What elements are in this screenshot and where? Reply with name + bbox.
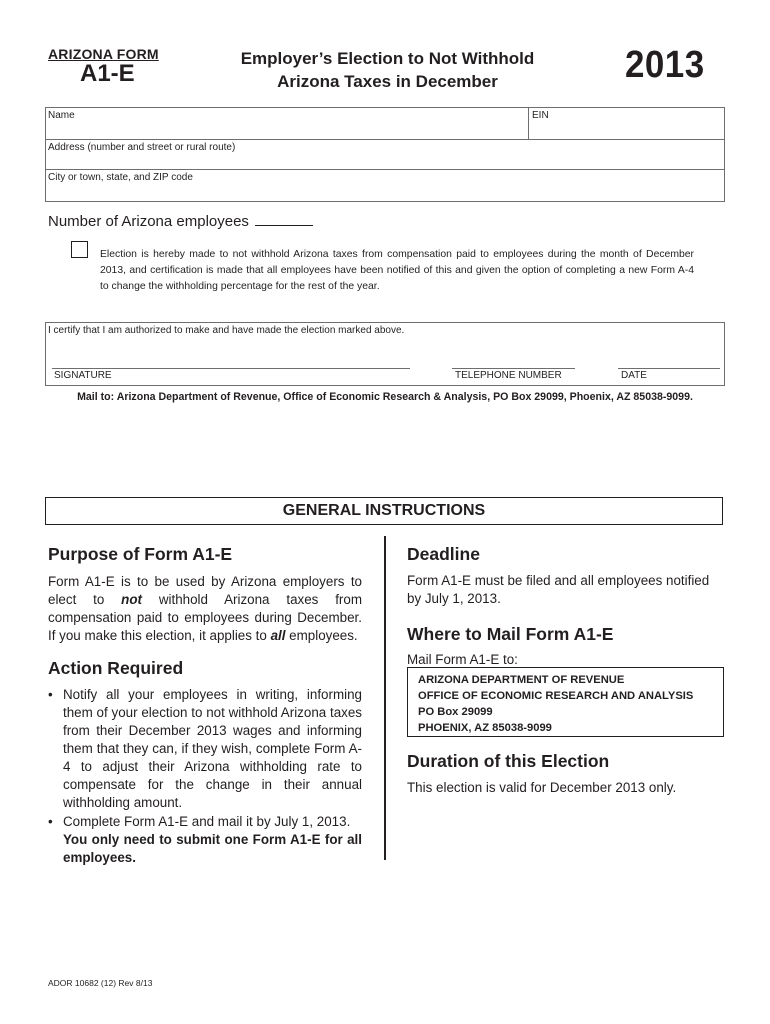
address-line: PHOENIX, AZ 85038-9099 [418, 722, 552, 734]
action-bullet-2-text [63, 813, 362, 867]
bullet-marker: • [48, 814, 53, 829]
purpose-text-part2: withhold Arizona taxes from compensation paid to employees during December. If you make this election, it applies to [48, 592, 362, 643]
purpose-heading: Purpose of Form A1-E [48, 544, 233, 564]
employees-input[interactable] [255, 213, 313, 226]
city-field-label: City or town, state, and ZIP code [48, 172, 193, 183]
duration-heading: Duration of this Election [407, 751, 610, 771]
ein-field-label: EIN [532, 110, 549, 121]
telephone-label: TELEPHONE NUMBER [455, 370, 562, 381]
action-bullet-2-plain: Complete Form A1-E and mail it by July 1, 2013. [63, 814, 351, 829]
address-line: PO Box 29099 [418, 706, 493, 718]
purpose-emphasis-not: not [121, 592, 142, 607]
where-intro: Mail Form A1-E to: [407, 652, 518, 667]
column-divider [384, 536, 386, 860]
name-field[interactable] [46, 108, 527, 138]
form-title-line2: Arizona Taxes in December [277, 72, 498, 91]
general-instructions-heading: GENERAL INSTRUCTIONS [45, 497, 723, 525]
form-label: ARIZONA FORM [48, 46, 159, 62]
employees-row [48, 213, 313, 230]
mailing-address-box [407, 667, 724, 737]
mail-to-line: Mail to: Arizona Department of Revenue, Office of Economic Research & Analysis, PO Box 29099, Phoenix, AZ 85038-9099. [77, 391, 693, 403]
purpose-text [48, 573, 362, 645]
address-line: ARIZONA DEPARTMENT OF REVENUE [418, 674, 625, 686]
action-heading: Action Required [48, 658, 184, 678]
duration-text: This election is valid for December 2013 only. [407, 780, 677, 795]
purpose-text-part3: employees. [285, 628, 358, 643]
action-bullet-2 [48, 813, 362, 867]
signature-label: SIGNATURE [54, 370, 112, 381]
election-statement: Election is hereby made to not withhold Arizona taxes from compensation paid to employees during the month of December 2013, and certification is made that all employees have been notified of this and given the option of completing a new Form A-4 to change the withholding percentage for the rest of the year. [100, 249, 694, 292]
purpose-emphasis-all: all [270, 628, 286, 643]
certify-statement: I certify that I am authorized to make and have made the election marked above. [48, 325, 405, 336]
action-bullet-1 [48, 686, 362, 812]
signature-line[interactable] [52, 368, 410, 369]
deadline-text: Form A1-E must be filed and all employees notified by July 1, 2013. [407, 573, 710, 606]
form-number: A1-E [80, 60, 135, 87]
name-field-label: Name [48, 110, 75, 121]
election-checkbox[interactable] [71, 241, 88, 258]
purpose-text-part1: Form A1-E is to be used by Arizona employers to elect to [48, 574, 362, 607]
deadline-heading: Deadline [407, 544, 480, 564]
address-line: OFFICE OF ECONOMIC RESEARCH AND ANALYSIS [418, 690, 694, 702]
date-label: DATE [621, 370, 647, 381]
action-bullet-2-bold: You only need to submit one Form A1-E for all employees. [63, 832, 362, 865]
form-title [225, 47, 550, 93]
where-heading: Where to Mail Form A1-E [407, 624, 614, 644]
bullet-marker: • [48, 687, 53, 702]
telephone-line[interactable] [452, 368, 575, 369]
city-field[interactable] [46, 170, 723, 199]
date-line[interactable] [618, 368, 720, 369]
ein-field[interactable] [529, 108, 723, 138]
form-footer: ADOR 10682 (12) Rev 8/13 [48, 978, 153, 988]
address-field-label: Address (number and street or rural route) [48, 142, 236, 153]
address-field[interactable] [46, 140, 723, 168]
form-year: 2013 [625, 44, 705, 86]
action-bullet-1-text: Notify all your employees in writing, informing them of your election to not withhold Arizona taxes from their December 2013 wages and informing them that they can, if they wish, complete Form A-4 to adjust their Arizona withholding rate to compensate for the change in their annual withholding amount. [63, 687, 362, 810]
employees-label: Number of Arizona employees [48, 213, 249, 230]
form-title-line1: Employer’s Election to Not Withhold [240, 49, 535, 68]
